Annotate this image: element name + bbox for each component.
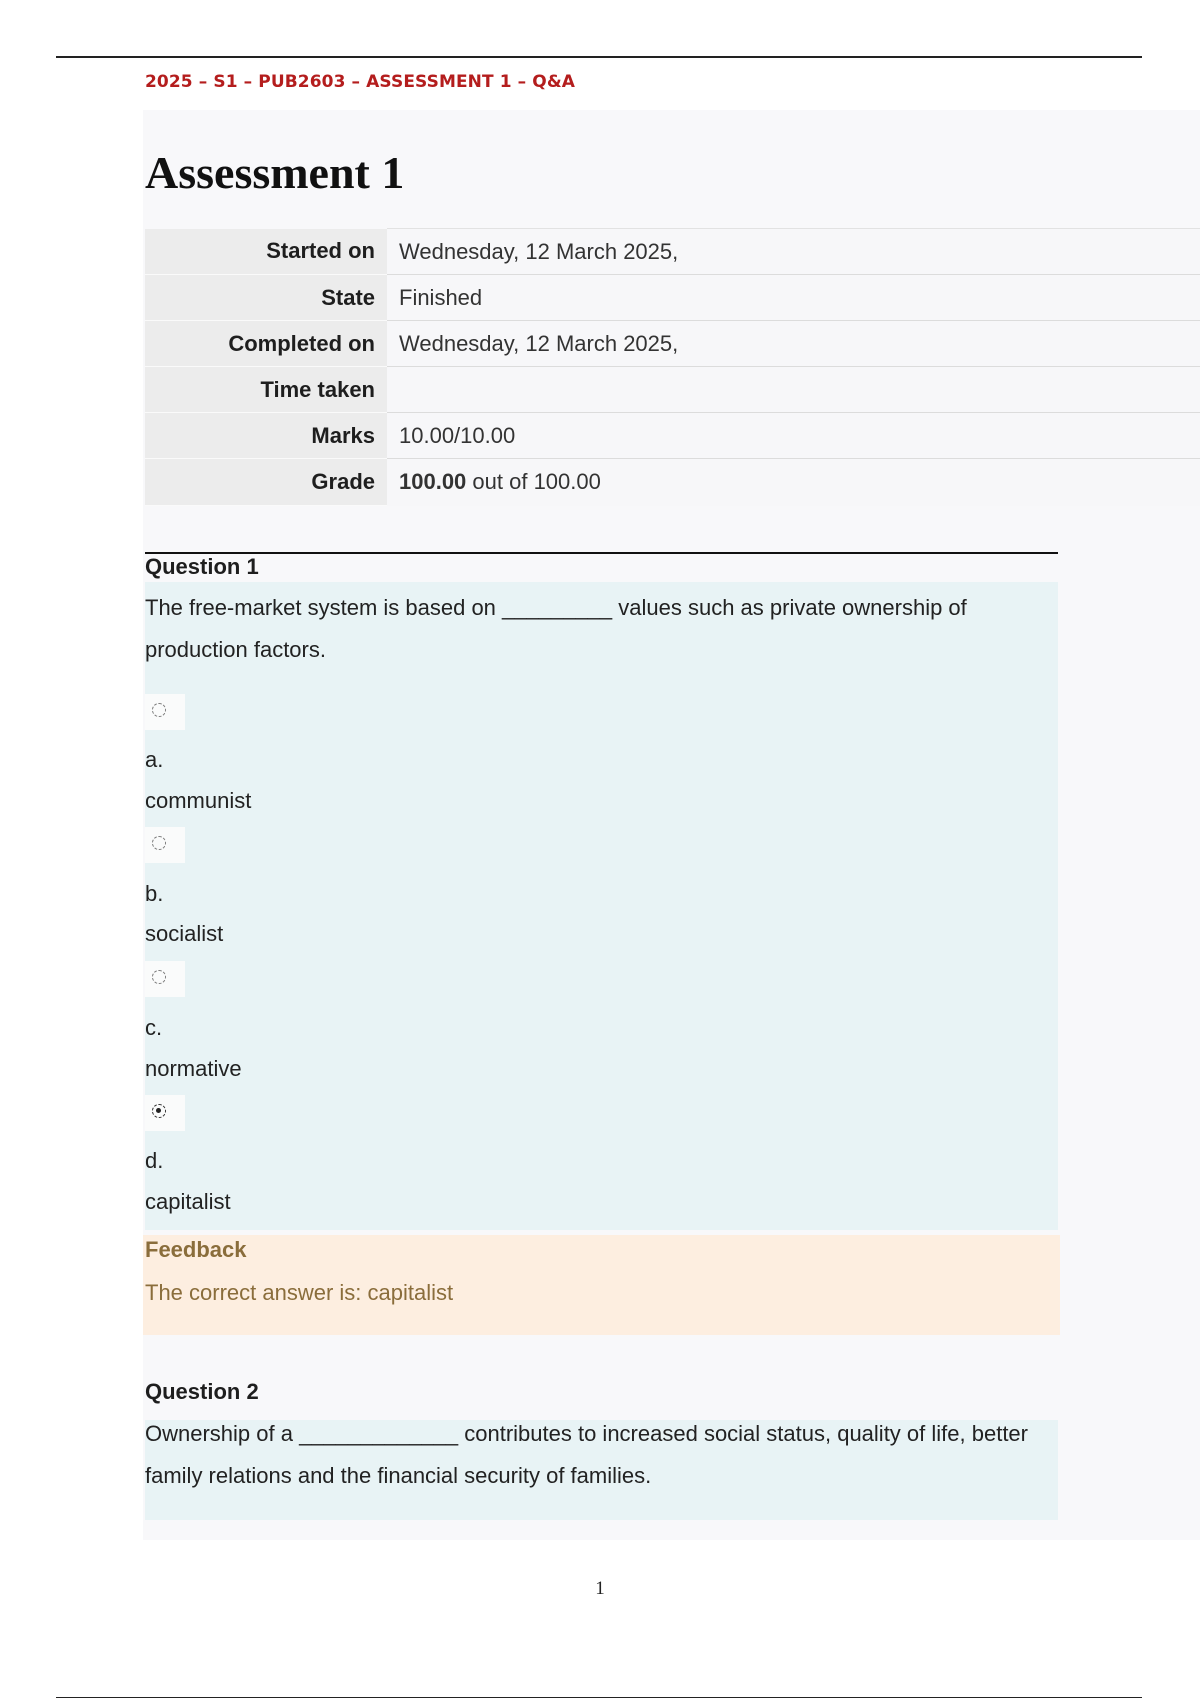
option-d-letter: d.: [145, 1148, 164, 1173]
summary-row-state: [145, 275, 1200, 321]
question-1-text: The free-market system is based on _________ values such as private ownership of production factors.: [145, 595, 967, 662]
option-b-text[interactable]: socialist: [145, 921, 224, 946]
summary-value: [387, 367, 1200, 413]
feedback-title: Feedback: [145, 1237, 247, 1262]
summary-value: Wednesday, 12 March 2025,: [387, 321, 1200, 367]
question-2-text: Ownership of a _____________ contributes to increased social status, quality of life, better family relations and the financial security of families.: [145, 1421, 1028, 1488]
top-rule: [56, 56, 1142, 58]
summary-label: Completed on: [145, 321, 387, 367]
bottom-rule: [56, 1697, 1142, 1698]
radio-unchecked-icon: [152, 836, 166, 850]
question-1-rule: [145, 552, 1058, 554]
option-d-radio[interactable]: [145, 1095, 185, 1131]
option-c-letter: c.: [145, 1015, 163, 1040]
summary-value: Wednesday, 12 March 2025,: [387, 229, 1200, 275]
summary-label: Marks: [145, 413, 387, 459]
option-b-radio[interactable]: [145, 827, 185, 863]
summary-label: Time taken: [145, 367, 387, 413]
option-d-text[interactable]: capitalist: [145, 1189, 231, 1214]
question-1-title: Question 1: [145, 554, 259, 579]
summary-value: [387, 459, 1200, 506]
option-a-letter: a.: [145, 747, 164, 772]
option-b-letter: b.: [145, 881, 164, 906]
question-2-title: Question 2: [145, 1379, 259, 1404]
summary-label: Started on: [145, 229, 387, 275]
summary-row-time-taken: [145, 367, 1200, 413]
option-a-text[interactable]: communist: [145, 788, 252, 813]
question-1-content-block: [145, 582, 1058, 1230]
option-c-radio[interactable]: [145, 961, 185, 997]
summary-row-grade: [145, 459, 1200, 506]
summary-value: Finished: [387, 275, 1200, 321]
running-header: 2025 – S1 – PUB2603 – ASSESSMENT 1 – Q&A: [145, 72, 576, 92]
summary-label: State: [145, 275, 387, 321]
page-title: Assessment 1: [145, 147, 405, 198]
grade-score: 100.00: [399, 469, 467, 495]
page-number: 1: [595, 1578, 605, 1599]
feedback-text: The correct answer is: capitalist: [145, 1280, 454, 1305]
summary-row-marks: [145, 413, 1200, 459]
summary-row-completed: [145, 321, 1200, 367]
summary-row-started: [145, 229, 1200, 275]
radio-unchecked-icon: [152, 703, 166, 717]
radio-unchecked-icon: [152, 970, 166, 984]
option-c-text[interactable]: normative: [145, 1056, 242, 1081]
summary-label: Grade: [145, 459, 387, 506]
radio-checked-icon: [152, 1104, 166, 1118]
summary-value: 10.00/10.00: [387, 413, 1200, 459]
option-a-radio[interactable]: [145, 694, 185, 730]
grade-out-of: out of 100.00: [466, 469, 601, 495]
attempt-summary-table: [145, 228, 1200, 506]
